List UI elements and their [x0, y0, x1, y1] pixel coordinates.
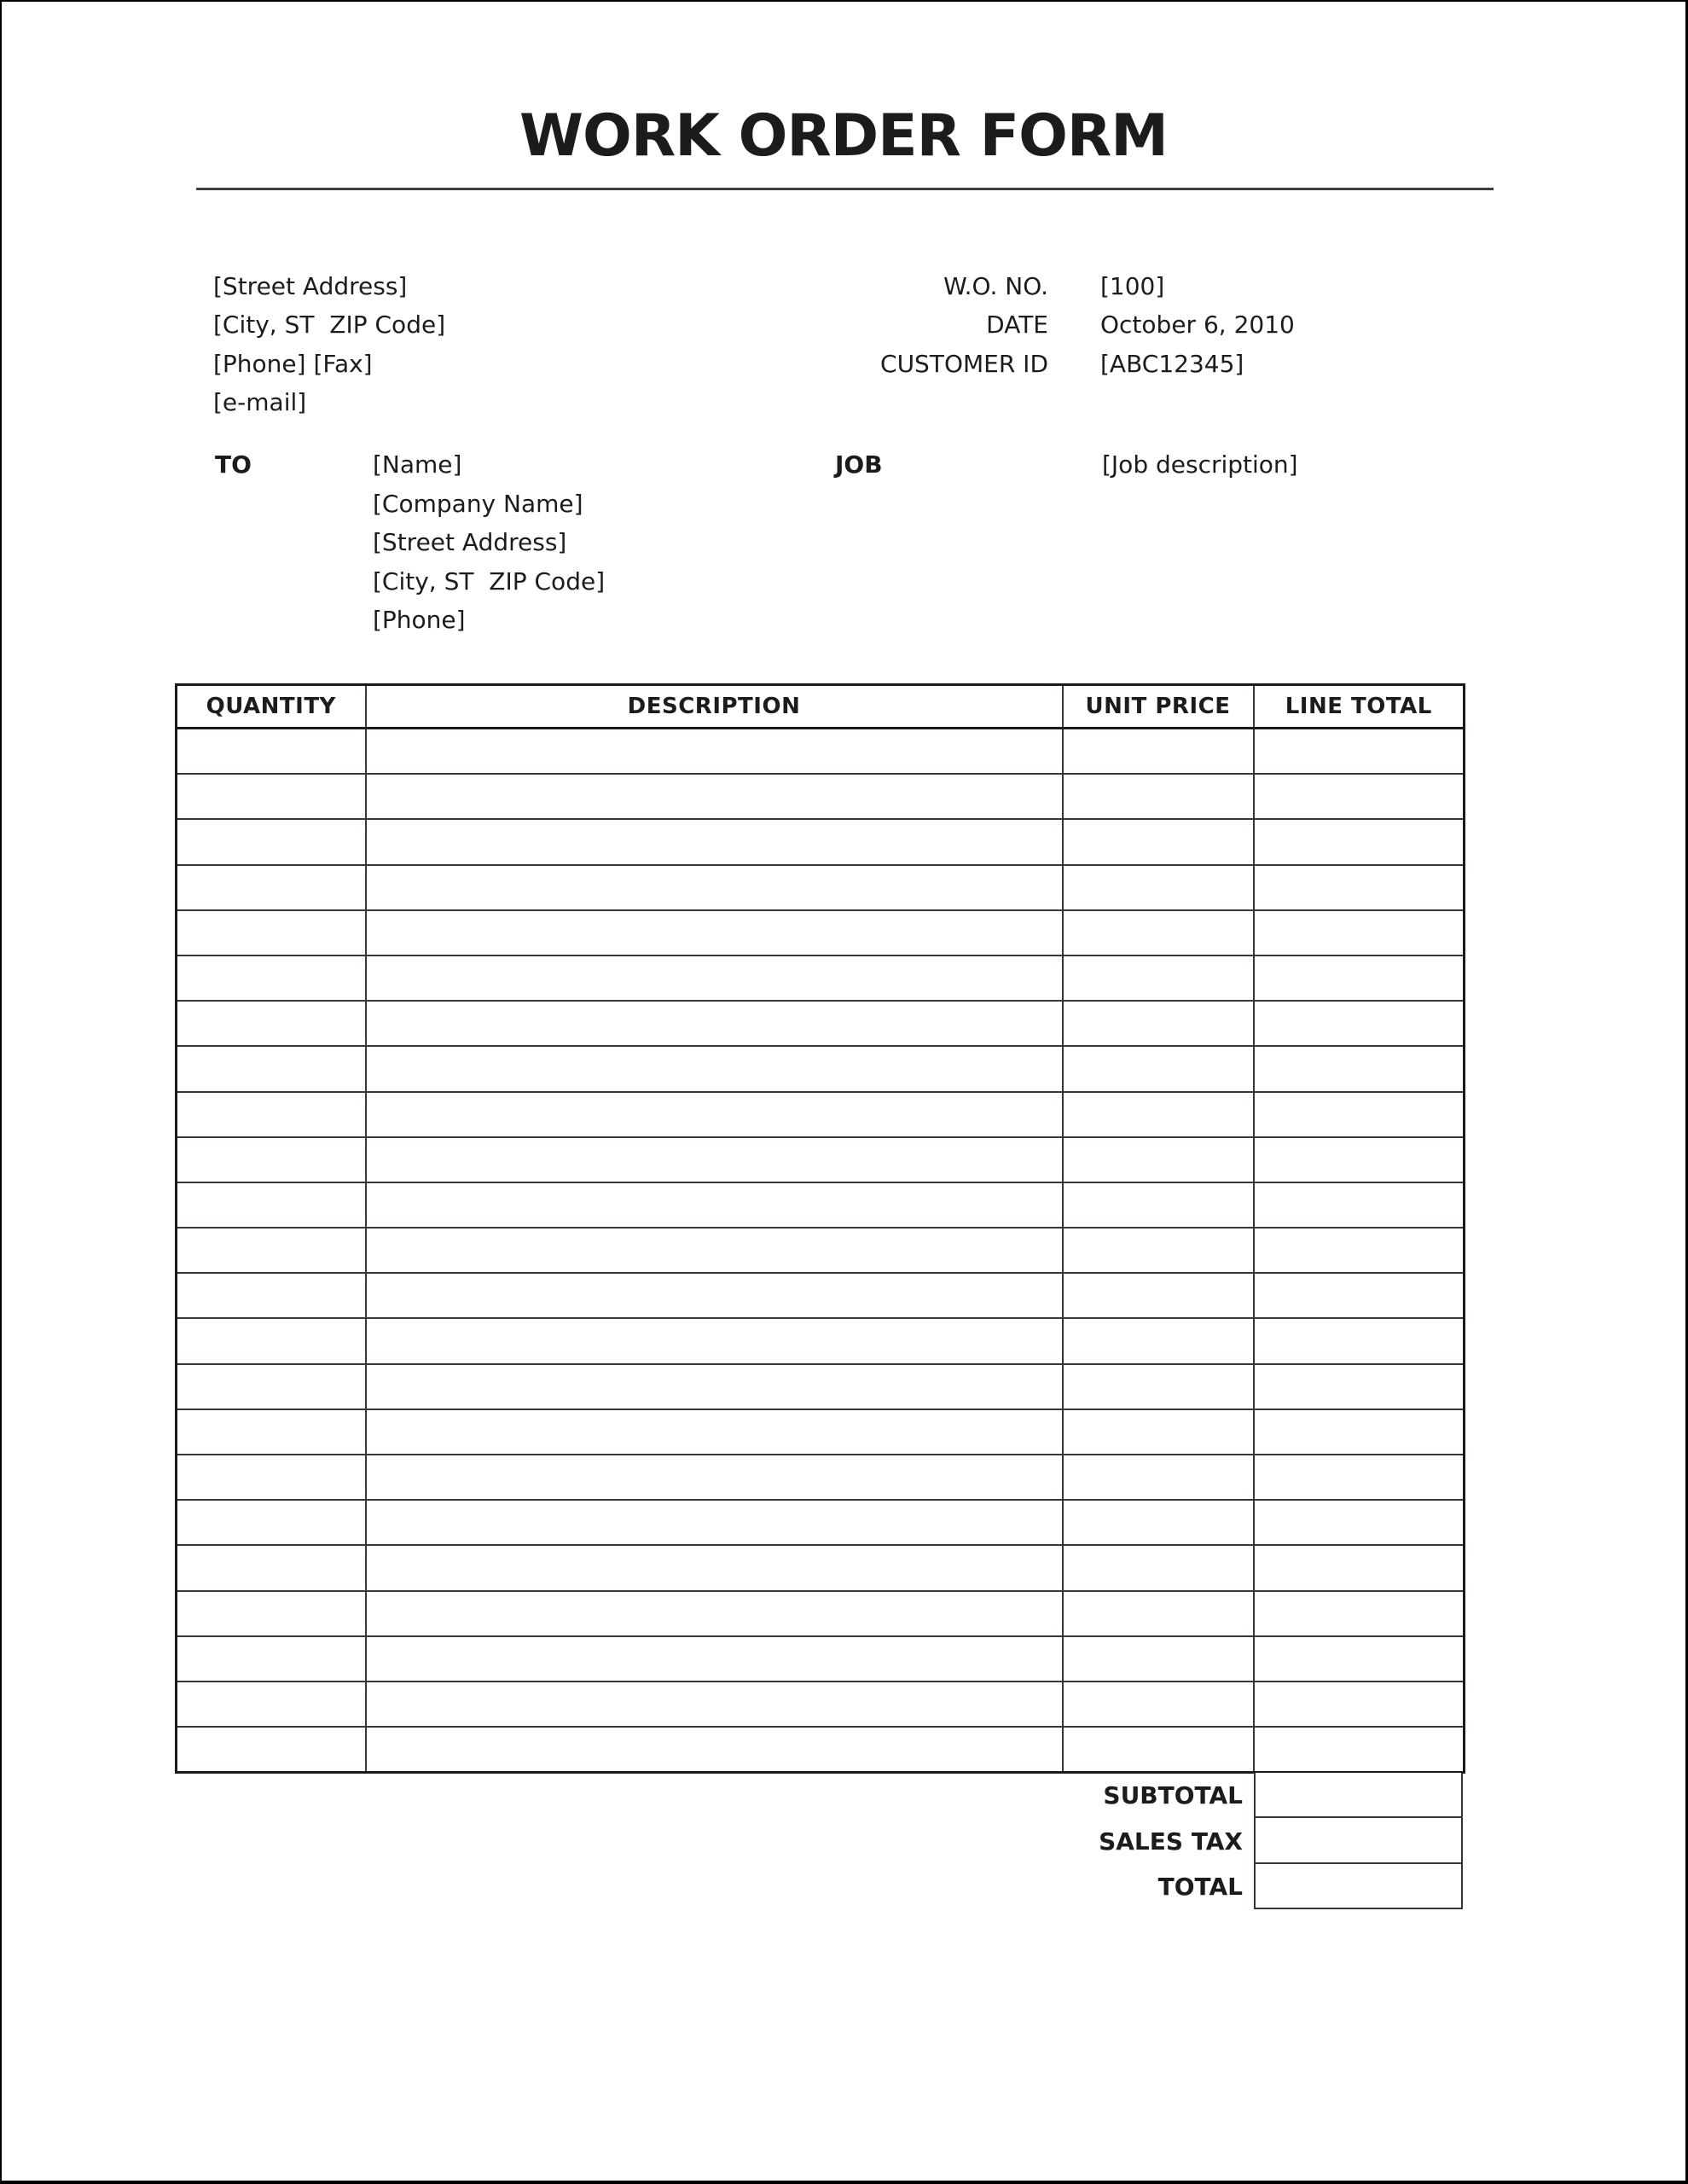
item-cell-description[interactable] [366, 1318, 1063, 1363]
item-cell-quantity[interactable] [177, 1364, 366, 1409]
item-cell-quantity[interactable] [177, 1636, 366, 1682]
item-cell-description[interactable] [366, 1364, 1063, 1409]
item-cell-quantity[interactable] [177, 729, 366, 775]
item-cell-line-total[interactable] [1254, 1409, 1465, 1455]
item-cell-unit-price[interactable] [1063, 910, 1254, 956]
item-cell-line-total[interactable] [1254, 1591, 1465, 1636]
item-cell-description[interactable] [366, 1500, 1063, 1545]
item-cell-unit-price[interactable] [1063, 956, 1254, 1001]
total-row [855, 1864, 1463, 1909]
item-cell-description[interactable] [366, 865, 1063, 910]
subtotal-label: SUBTOTAL [1103, 1781, 1243, 1810]
item-cell-quantity[interactable] [177, 1682, 366, 1727]
item-row [177, 1318, 1465, 1363]
item-row [177, 1545, 1465, 1590]
item-row [177, 1273, 1465, 1318]
item-cell-line-total[interactable] [1254, 956, 1465, 1001]
item-cell-unit-price[interactable] [1063, 1545, 1254, 1590]
item-cell-description[interactable] [366, 1092, 1063, 1137]
item-cell-quantity[interactable] [177, 1591, 366, 1636]
item-cell-quantity[interactable] [177, 1545, 366, 1590]
item-cell-line-total[interactable] [1254, 1636, 1465, 1682]
item-cell-line-total[interactable] [1254, 1046, 1465, 1091]
totals-section [855, 1773, 1463, 1909]
item-cell-description[interactable] [366, 1591, 1063, 1636]
sales-tax-value-box[interactable] [1254, 1818, 1463, 1863]
item-cell-line-total[interactable] [1254, 910, 1465, 956]
item-row [177, 956, 1465, 1001]
item-row [177, 1046, 1465, 1091]
item-cell-quantity[interactable] [177, 1092, 366, 1137]
date-value: October 6, 2010 [1100, 311, 1295, 340]
company-street-address: [Street Address] [213, 272, 408, 300]
item-cell-unit-price[interactable] [1063, 1001, 1254, 1046]
item-cell-unit-price[interactable] [1063, 1364, 1254, 1409]
customer-id-value: [ABC12345] [1100, 349, 1244, 378]
item-cell-line-total[interactable] [1254, 1137, 1465, 1182]
item-cell-line-total[interactable] [1254, 1364, 1465, 1409]
total-label: TOTAL [1157, 1872, 1243, 1901]
item-cell-description[interactable] [366, 956, 1063, 1001]
customer-id-label: CUSTOMER ID [880, 349, 1048, 378]
item-cell-quantity[interactable] [177, 1046, 366, 1091]
item-cell-unit-price[interactable] [1063, 1137, 1254, 1182]
item-cell-unit-price[interactable] [1063, 729, 1254, 775]
item-cell-quantity[interactable] [177, 1727, 366, 1773]
recipient-street-address: [Street Address] [373, 528, 567, 557]
item-cell-description[interactable] [366, 1228, 1063, 1273]
recipient-company-name: [Company Name] [373, 489, 583, 518]
item-cell-line-total[interactable] [1254, 1500, 1465, 1545]
item-cell-line-total[interactable] [1254, 1092, 1465, 1137]
item-row [177, 1682, 1465, 1727]
recipient-block [373, 445, 605, 640]
item-cell-quantity[interactable] [177, 1318, 366, 1363]
wo-number-row [769, 267, 1295, 305]
item-cell-quantity[interactable] [177, 1228, 366, 1273]
customer-id-row [769, 345, 1295, 383]
item-cell-quantity[interactable] [177, 819, 366, 864]
date-label: DATE [986, 311, 1048, 340]
item-cell-line-total[interactable] [1254, 1001, 1465, 1046]
item-cell-quantity[interactable] [177, 910, 366, 956]
page-title: WORK ORDER FORM [519, 102, 1168, 170]
item-row [177, 865, 1465, 910]
col-header-quantity: QUANTITY [177, 685, 366, 729]
item-row [177, 1364, 1465, 1409]
item-cell-quantity[interactable] [177, 1500, 366, 1545]
item-cell-description[interactable] [366, 774, 1063, 819]
items-table-body [177, 729, 1465, 1773]
items-table-header-row [177, 685, 1465, 729]
item-cell-line-total[interactable] [1254, 865, 1465, 910]
recipient-city-state-zip: [City, ST ZIP Code] [373, 566, 606, 595]
item-cell-unit-price[interactable] [1063, 1682, 1254, 1727]
subtotal-value-box[interactable] [1254, 1773, 1463, 1818]
job-description: [Job description] [1102, 450, 1298, 479]
item-row [177, 774, 1465, 819]
item-row [177, 1137, 1465, 1182]
item-cell-unit-price[interactable] [1063, 1500, 1254, 1545]
item-row [177, 1001, 1465, 1046]
recipient-name: [Name] [373, 450, 462, 479]
col-header-line-total: LINE TOTAL [1254, 685, 1465, 729]
item-row [177, 1092, 1465, 1137]
to-label: TO [215, 450, 252, 479]
recipient-phone: [Phone] [373, 606, 466, 635]
item-cell-quantity[interactable] [177, 1001, 366, 1046]
item-cell-line-total[interactable] [1254, 819, 1465, 864]
col-header-unit-price: UNIT PRICE [1063, 685, 1254, 729]
date-row [769, 305, 1295, 344]
col-header-description: DESCRIPTION [366, 685, 1063, 729]
item-cell-unit-price[interactable] [1063, 1409, 1254, 1455]
item-cell-description[interactable] [366, 1182, 1063, 1228]
item-cell-line-total[interactable] [1254, 1273, 1465, 1318]
item-cell-unit-price[interactable] [1063, 1273, 1254, 1318]
company-city-state-zip: [City, ST ZIP Code] [213, 311, 446, 340]
item-row [177, 1455, 1465, 1500]
item-cell-description[interactable] [366, 1137, 1063, 1182]
item-row [177, 1228, 1465, 1273]
item-cell-unit-price[interactable] [1063, 1455, 1254, 1500]
total-value-box[interactable] [1254, 1864, 1463, 1909]
items-table [175, 683, 1465, 1774]
order-info-block [769, 267, 1295, 383]
item-row [177, 729, 1465, 775]
company-email: [e-mail] [213, 387, 307, 416]
item-cell-description[interactable] [366, 819, 1063, 864]
item-cell-description[interactable] [366, 1682, 1063, 1727]
company-phone-fax: [Phone] [Fax] [213, 349, 373, 378]
item-cell-unit-price[interactable] [1063, 1636, 1254, 1682]
item-cell-unit-price[interactable] [1063, 774, 1254, 819]
item-row [177, 819, 1465, 864]
item-cell-description[interactable] [366, 1455, 1063, 1500]
item-cell-line-total[interactable] [1254, 1727, 1465, 1773]
sales-tax-row [855, 1818, 1463, 1863]
wo-number-value: [100] [1100, 272, 1165, 300]
item-row [177, 910, 1465, 956]
item-cell-line-total[interactable] [1254, 1318, 1465, 1363]
item-cell-description[interactable] [366, 729, 1063, 775]
item-cell-description[interactable] [366, 1727, 1063, 1773]
item-cell-description[interactable] [366, 1046, 1063, 1091]
wo-number-label: W.O. NO. [943, 272, 1048, 300]
item-cell-unit-price[interactable] [1063, 1182, 1254, 1228]
totals-gap [1243, 1864, 1254, 1909]
item-cell-unit-price[interactable] [1063, 1092, 1254, 1137]
item-cell-unit-price[interactable] [1063, 1727, 1254, 1773]
item-cell-line-total[interactable] [1254, 1545, 1465, 1590]
item-cell-line-total[interactable] [1254, 774, 1465, 819]
item-cell-description[interactable] [366, 1409, 1063, 1455]
item-cell-line-total[interactable] [1254, 1182, 1465, 1228]
sales-tax-label: SALES TAX [1099, 1827, 1243, 1856]
item-cell-quantity[interactable] [177, 865, 366, 910]
item-cell-unit-price[interactable] [1063, 1591, 1254, 1636]
item-cell-description[interactable] [366, 1273, 1063, 1318]
title-divider [196, 188, 1494, 190]
item-cell-quantity[interactable] [177, 1455, 366, 1500]
item-row [177, 1591, 1465, 1636]
item-cell-description[interactable] [366, 1636, 1063, 1682]
item-cell-unit-price[interactable] [1063, 1318, 1254, 1363]
totals-gap [1243, 1818, 1254, 1863]
item-cell-quantity[interactable] [177, 774, 366, 819]
item-row [177, 1636, 1465, 1682]
item-cell-line-total[interactable] [1254, 1682, 1465, 1727]
item-cell-quantity[interactable] [177, 1137, 366, 1182]
item-cell-line-total[interactable] [1254, 1228, 1465, 1273]
item-cell-line-total[interactable] [1254, 1455, 1465, 1500]
item-row [177, 1182, 1465, 1228]
job-label: JOB [835, 450, 883, 479]
item-cell-quantity[interactable] [177, 956, 366, 1001]
company-info-block [213, 267, 445, 421]
item-cell-description[interactable] [366, 1001, 1063, 1046]
item-cell-description[interactable] [366, 1545, 1063, 1590]
item-cell-unit-price[interactable] [1063, 865, 1254, 910]
item-cell-description[interactable] [366, 910, 1063, 956]
item-row [177, 1727, 1465, 1773]
subtotal-row [855, 1773, 1463, 1818]
item-cell-quantity[interactable] [177, 1273, 366, 1318]
item-cell-unit-price[interactable] [1063, 1046, 1254, 1091]
item-cell-unit-price[interactable] [1063, 819, 1254, 864]
item-cell-quantity[interactable] [177, 1409, 366, 1455]
totals-gap [1243, 1773, 1254, 1818]
item-cell-unit-price[interactable] [1063, 1228, 1254, 1273]
item-cell-quantity[interactable] [177, 1182, 366, 1228]
item-row [177, 1409, 1465, 1455]
item-cell-line-total[interactable] [1254, 729, 1465, 775]
item-row [177, 1500, 1465, 1545]
